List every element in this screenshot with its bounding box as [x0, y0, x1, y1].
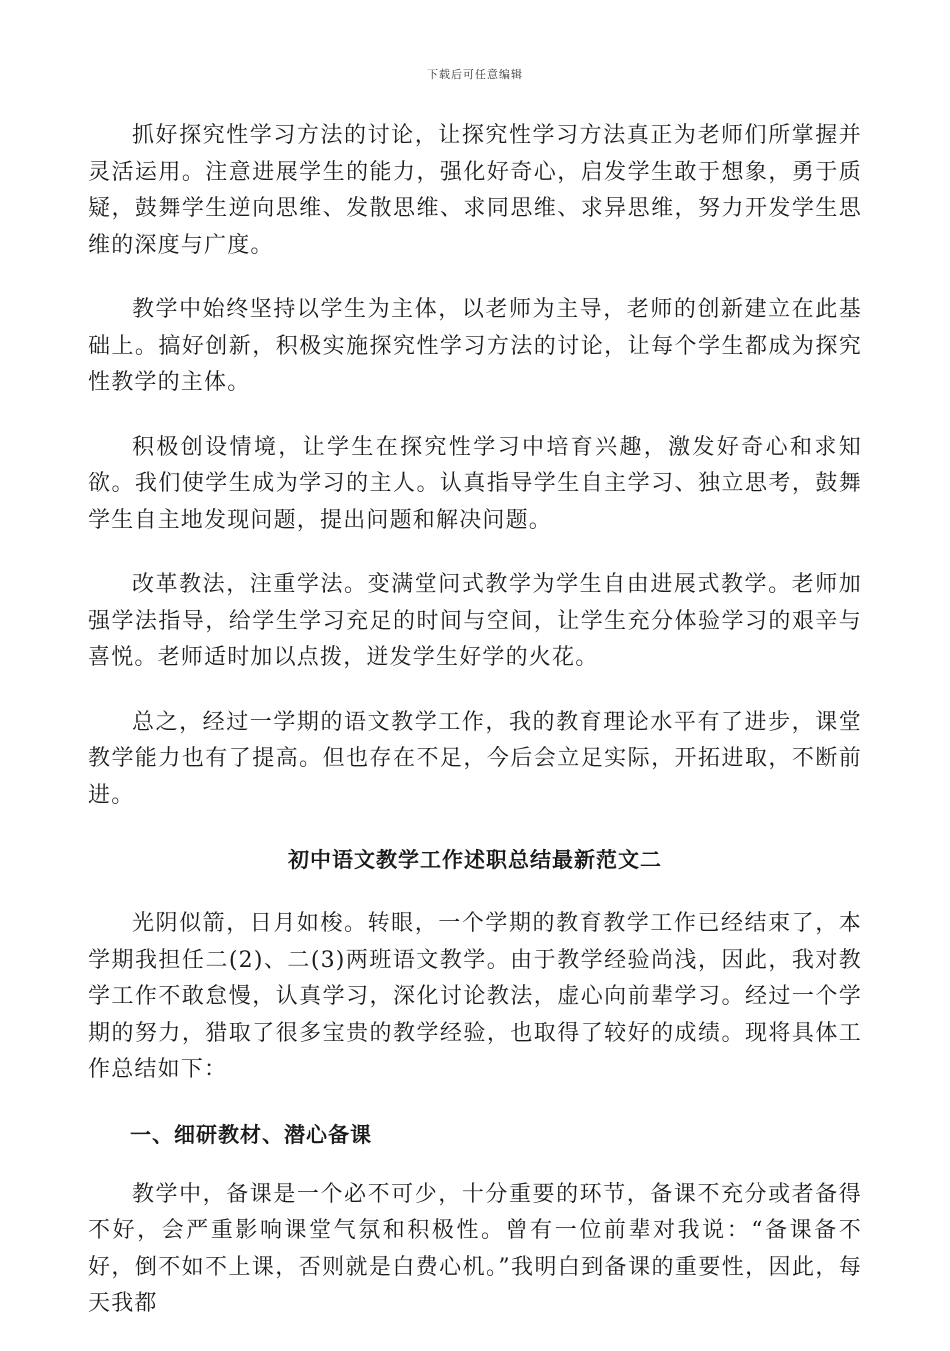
document-body — [88, 118, 862, 1351]
paragraph-inquiry-learning: 抓好探究性学习方法的讨论，让探究性学习方法真正为老师们所掌握并灵活运用。注意进展学生的能力，强化好奇心，启发学生敢于想象，勇于质疑，鼓舞学生逆向思维、发散思维、求同思维、求异思维，努力开发学生思维的深度与广度。 — [88, 123, 862, 258]
section-title: 初中语文教学工作述职总结最新范文二 — [288, 847, 662, 872]
header-note: 下载后可任意编辑 — [427, 68, 523, 81]
paragraph-reform-teaching: 改革教法，注重学法。变满堂问式教学为学生自由进展式教学。老师加强学法指导，给学生学习充足的时间与空间，让学生充分体验学习的艰辛与喜悦。老师适时加以点拨，迸发学生好学的火花。 — [88, 572, 862, 670]
paragraph-intro: 光阴似箭，日月如梭。转眼，一个学期的教育教学工作已经结束了，本学期我担任二(2)、二(3)两班语文教学。由于教学经验尚浅，因此，我对教学工作不敢怠慢，认真学习，深化讨论教法，虚心向前辈学习。经过一个学期的努力，猎取了很多宝贵的教学经验，也取得了较好的成绩。现将具体工作总结如下： — [88, 911, 862, 1082]
paragraph-lesson-prep: 教学中，备课是一个必不可少，十分重要的环节，备课不充分或者备得不好，会严重影响课堂气氛和积极性。曾有一位前辈对我说：“备课备不好，倒不如不上课，否则就是白费心机。”我明白到备课的重要性，因此，每天我都 — [88, 1181, 862, 1316]
paragraph-student-centered: 教学中始终坚持以学生为主体，以老师为主导，老师的创新建立在此基础上。搞好创新，积极实施探究性学习方法的讨论，让每个学生都成为探究性教学的主体。 — [88, 297, 862, 395]
paragraph-create-situations: 积极创设情境，让学生在探究性学习中培育兴趣，激发好奇心和求知欲。我们使学生成为学习的主人。认真指导学生自主学习、独立思考，鼓舞学生自主地发现问题，提出问题和解决问题。 — [88, 434, 862, 533]
sub-heading: 一、细研教材、潜心备课 — [130, 1121, 372, 1147]
paragraph-summary: 总之，经过一学期的语文教学工作，我的教育理论水平有了进步，课堂教学能力也有了提高。但也存在不足，今后会立足实际，开拓进取，不断前进。 — [88, 709, 862, 808]
